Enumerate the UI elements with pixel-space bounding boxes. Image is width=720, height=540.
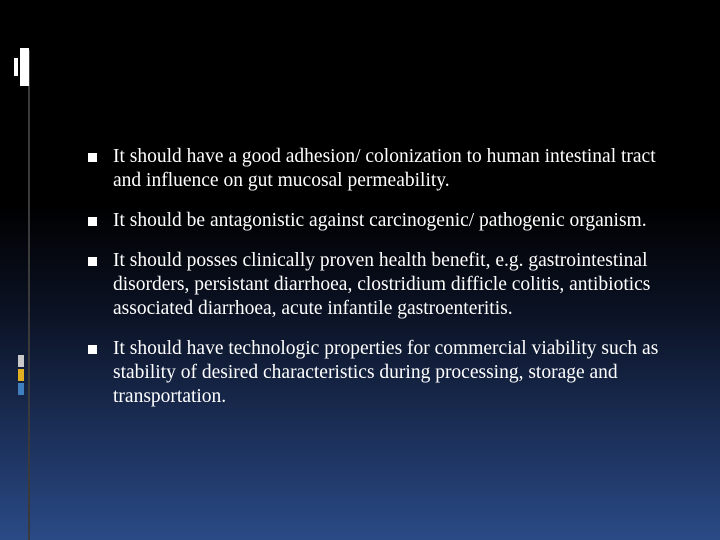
accent-bar-blue bbox=[18, 383, 24, 395]
square-bullet-icon bbox=[88, 257, 97, 266]
square-bullet-icon bbox=[88, 217, 97, 226]
bullet-text: It should be antagonistic against carcinogenic/ pathogenic organism. bbox=[113, 210, 647, 231]
bullet-text: It should posses clinically proven health benefit, e.g. gastrointestinal disorders, persistant diarrhoea, clostridium difficle colitis, antibiotics associated diarrhoea, acute infantile gastroenteritis. bbox=[113, 250, 651, 319]
corner-bar-large bbox=[20, 48, 29, 86]
corner-bar-small bbox=[14, 58, 18, 76]
square-bullet-icon bbox=[88, 345, 97, 354]
bullet-text: It should have a good adhesion/ colonization to human intestinal tract and influence on gut mucosal permeability. bbox=[113, 146, 656, 191]
list-item bbox=[88, 145, 688, 193]
accent-bar-gray bbox=[18, 355, 24, 367]
accent-bar-gold bbox=[18, 369, 24, 381]
list-item bbox=[88, 209, 688, 233]
bullet-list bbox=[88, 145, 688, 425]
bullet-text: It should have technologic properties for commercial viability such as stability of desired characteristics during processing, storage and transportation. bbox=[113, 338, 659, 407]
square-bullet-icon bbox=[88, 153, 97, 162]
corner-decoration bbox=[0, 48, 30, 86]
list-item bbox=[88, 249, 688, 321]
list-item bbox=[88, 337, 688, 409]
left-divider-line bbox=[28, 50, 30, 540]
